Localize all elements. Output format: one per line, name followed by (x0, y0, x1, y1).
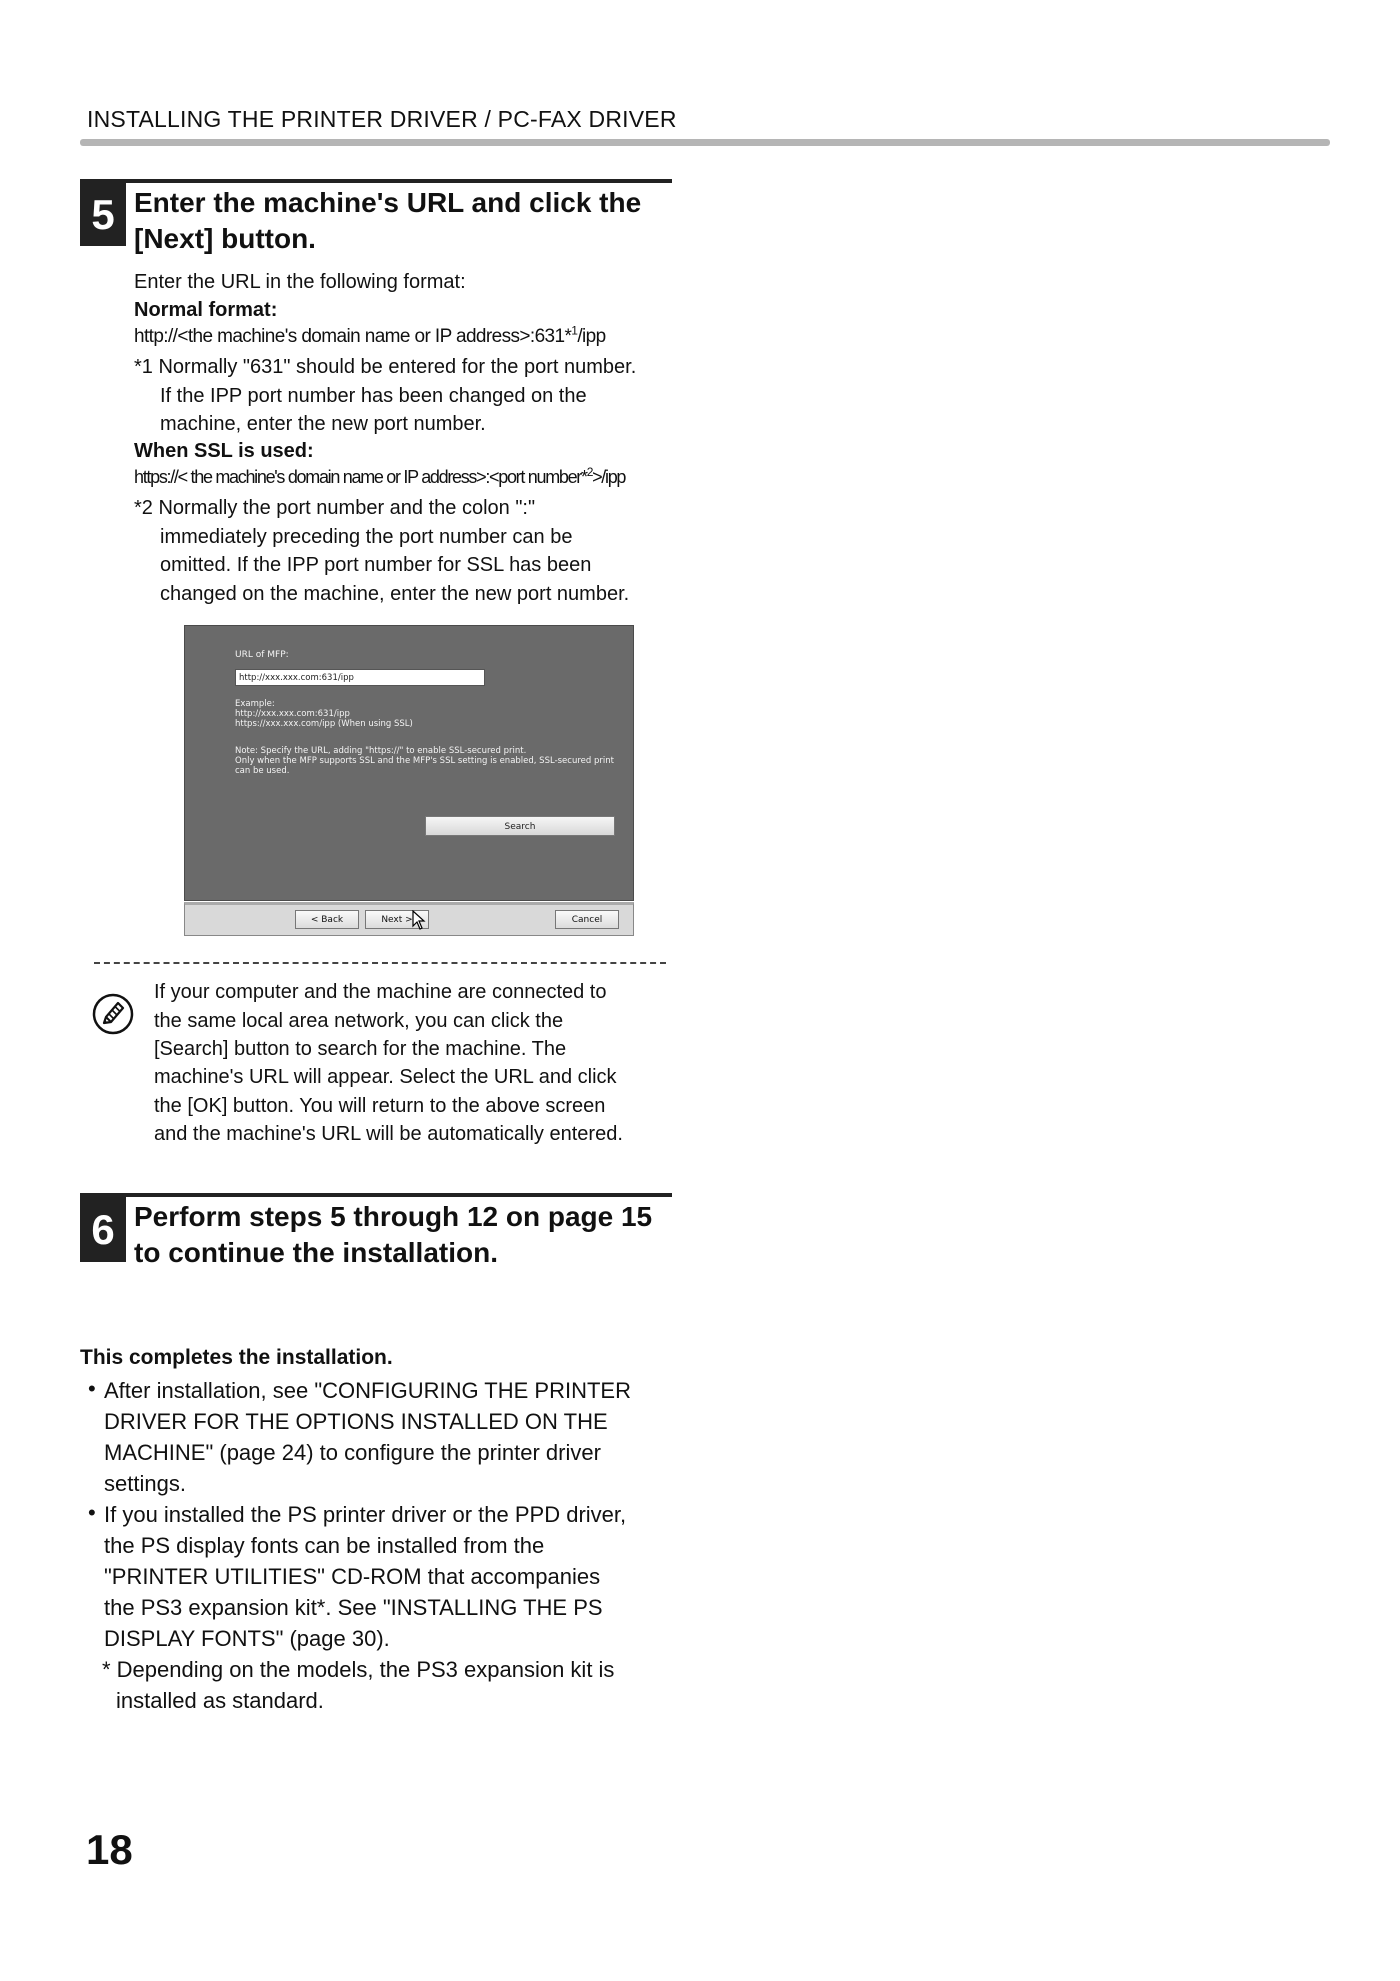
footnote-1-line-3: machine, enter the new port number. (160, 413, 486, 435)
bullet-1-line-3: MACHINE" (page 24) to configure the printer driver (104, 1440, 601, 1465)
dialog-note-line-2: Only when the MFP supports SSL and the MFP's SSL setting is enabled, SSL-secured print (235, 756, 614, 766)
bullet-1-line-1: After installation, see "CONFIGURING THE PRINTER (104, 1378, 631, 1403)
bullet-1-line-4: settings. (104, 1471, 186, 1496)
bullet-2-mark: • (88, 1500, 96, 1525)
step-5-intro: Enter the URL in the following format: (134, 271, 466, 293)
note-line-4: machine's URL will appear. Select the URL and click (154, 1066, 617, 1088)
step-5-title-line-1: Enter the machine's URL and click the (134, 187, 642, 218)
bullet-1-text (104, 1375, 631, 1499)
note-line-1: If your computer and the machine are connected to (154, 981, 607, 1003)
footnote-1-line-1: *1 Normally "631" should be entered for the port number. (134, 356, 637, 378)
completion-heading: This completes the installation. (80, 1346, 393, 1369)
ps3-footnote-line-1: * Depending on the models, the PS3 expansion kit is (102, 1657, 615, 1682)
footnote-2-line-3: omitted. If the IPP port number for SSL has been (160, 554, 592, 576)
cancel-button[interactable]: Cancel (555, 910, 619, 929)
page-number: 18 (86, 1826, 133, 1873)
normal-url-text: http://<the machine's domain name or IP address>:631* (134, 326, 572, 347)
note-line-3: [Search] button to search for the machine. The (154, 1038, 567, 1060)
ps3-footnote-line-2: installed as standard. (116, 1688, 324, 1713)
next-button[interactable]: Next > (365, 910, 429, 929)
bullet-2-line-5: DISPLAY FONTS" (page 30). (104, 1626, 390, 1651)
footnote-2-line-1: *2 Normally the port number and the colon ":" (134, 497, 536, 519)
running-header: INSTALLING THE PRINTER DRIVER / PC-FAX DRIVER (87, 106, 677, 132)
pencil-note-icon (91, 992, 135, 1036)
back-button[interactable]: < Back (295, 910, 359, 929)
footnote-ref-2: 2 (586, 465, 593, 479)
normal-url-suffix: /ipp (577, 326, 606, 347)
normal-format-url (134, 323, 606, 348)
step-6-rule (80, 1193, 672, 1197)
url-dialog-screenshot (184, 625, 634, 901)
note-line-6: and the machine's URL will be automatically entered. (154, 1123, 623, 1145)
ssl-heading: When SSL is used: (134, 440, 314, 462)
header-rule (80, 139, 1330, 146)
bullet-2-line-2: the PS display fonts can be installed from the (104, 1533, 545, 1558)
step-5-title-line-2: [Next] button. (134, 223, 316, 254)
dialog-note-line-3: can be used. (235, 766, 290, 776)
bullet-1-line-2: DRIVER FOR THE OPTIONS INSTALLED ON THE (104, 1409, 608, 1434)
url-input[interactable]: http://xxx.xxx.com:631/ipp (235, 669, 485, 686)
dialog-example (235, 699, 413, 729)
step-6-title-line-2: to continue the installation. (134, 1237, 498, 1268)
dialog-button-bar (184, 902, 634, 936)
footnote-2-line-4: changed on the machine, enter the new port number. (160, 583, 630, 605)
bullet-2-line-3: "PRINTER UTILITIES" CD-ROM that accompanies (104, 1564, 601, 1589)
ssl-url (134, 467, 625, 488)
example-url-1: http://xxx.xxx.com:631/ipp (235, 709, 350, 719)
mouse-pointer-icon (412, 910, 426, 930)
note-separator (94, 962, 666, 964)
search-button[interactable]: Search (425, 816, 615, 836)
example-url-2: https://xxx.xxx.com/ipp (When using SSL) (235, 719, 413, 729)
url-of-mfp-label: URL of MFP: (235, 650, 289, 660)
footnote-1-line-2: If the IPP port number has been changed on the (160, 385, 587, 407)
bullet-2-text (104, 1499, 626, 1654)
step-6-number: 6 (80, 1197, 126, 1262)
ps3-footnote (102, 1654, 614, 1716)
ssl-url-suffix: >/ipp (592, 467, 626, 487)
normal-format-heading: Normal format: (134, 299, 278, 321)
footnote-ref-1: 1 (571, 323, 578, 338)
step-5-number: 5 (80, 183, 126, 246)
bullet-2-line-4: the PS3 expansion kit*. See "INSTALLING THE PS (104, 1595, 603, 1620)
footnote-2-line-2: immediately preceding the port number can be (160, 526, 573, 548)
bullet-1-mark: • (88, 1376, 96, 1401)
step-6-title (134, 1199, 674, 1271)
dialog-note-line-1: Note: Specify the URL, adding "https://" to enable SSL-secured print. (235, 746, 527, 756)
note-line-5: the [OK] button. You will return to the above screen (154, 1095, 606, 1117)
note-line-2: the same local area network, you can click the (154, 1010, 564, 1032)
dialog-note (235, 746, 615, 776)
example-heading: Example: (235, 699, 275, 709)
ssl-url-text: https://< the machine's domain name or IP address>:<port number* (134, 467, 587, 487)
step-5-title (134, 185, 674, 257)
step-5-rule (80, 179, 672, 183)
bullet-2-line-1: If you installed the PS printer driver or the PPD driver, (104, 1502, 627, 1527)
step-6-title-line-1: Perform steps 5 through 12 on page 15 (134, 1201, 653, 1232)
